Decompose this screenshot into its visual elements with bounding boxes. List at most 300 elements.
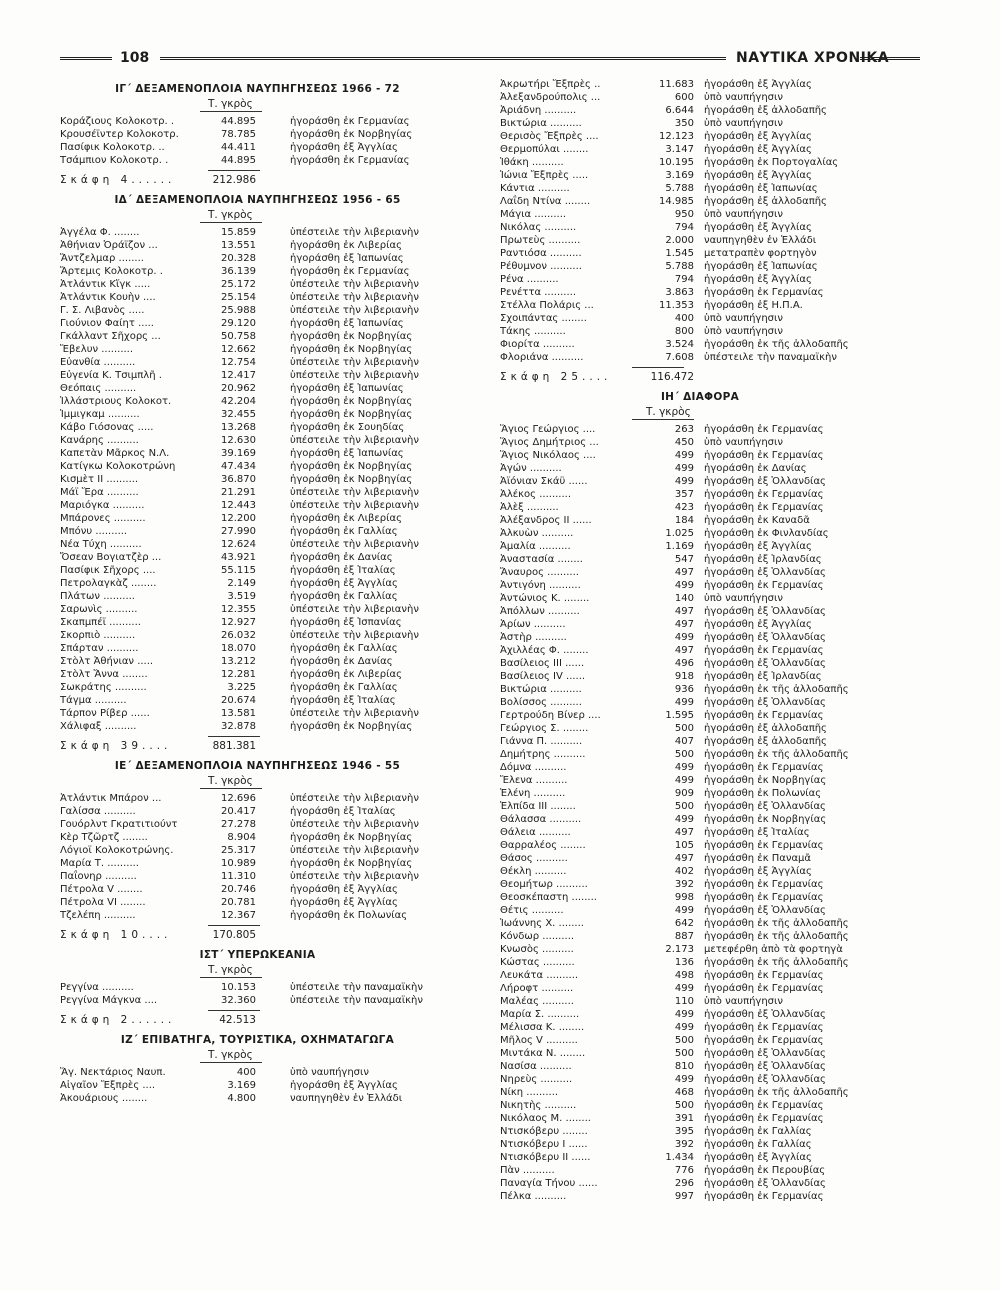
table-row [500, 774, 900, 787]
vessel-name: Ἀγών .......... [500, 463, 562, 474]
gross-tonnage: 140 [674, 593, 694, 604]
total-value: 116.472 [650, 371, 694, 383]
vessel-name: Γκάλλαντ Σῆχορς ... [60, 331, 161, 342]
gross-tonnage: 498 [674, 970, 694, 981]
acquisition-note: ὑπέστειλε τὴν λιβεριανὴν [290, 871, 419, 882]
vessel-name: Ἀλεξανδρούπολις ... [500, 92, 601, 103]
acquisition-note: ἠγοράσθη ἐξ Ἰταλίας [704, 827, 810, 838]
acquisition-note: ἠγοράσθη ἐκ τῆς ἀλλοδαπῆς [704, 339, 849, 350]
table-row [60, 486, 455, 499]
vessel-name: Ρένα .......... [500, 274, 559, 285]
vessel-name: Ρεγγίνα Μάγκνα .... [60, 995, 158, 1006]
gross-tonnage: 497 [674, 567, 694, 578]
acquisition-note: ἠγοράσθη ἐκ Γαλλίας [290, 682, 398, 693]
gross-tonnage: 25.154 [221, 292, 256, 303]
unit-rule [200, 788, 262, 789]
acquisition-note: ὑπέστειλε τὴν λιβεριανὴν [290, 292, 419, 303]
vessel-name: Ἀτλάντικ Κουὴν .... [60, 292, 156, 303]
table-row [60, 551, 455, 564]
gross-tonnage: 909 [674, 788, 694, 799]
gross-tonnage: 499 [674, 1022, 694, 1033]
vessel-name: Νηρεὺς .......... [500, 1074, 573, 1085]
table-row [500, 208, 900, 221]
acquisition-note: ὑπέστειλε τὴν παναμαϊκὴν [290, 982, 423, 993]
table-row [60, 1066, 455, 1079]
gross-tonnage: 600 [674, 92, 694, 103]
unit-rule [632, 419, 694, 420]
gross-tonnage: 10.153 [221, 982, 256, 993]
vessel-name: Κὲρ Τζῶρτζ ........ [60, 832, 148, 843]
total-value: 170.805 [212, 929, 256, 941]
table-row [60, 473, 455, 486]
acquisition-note: ἠγοράσθη ἐκ τῆς ἀλλοδαπῆς [704, 918, 849, 929]
acquisition-note: ἠγοράσθη ἐξ Ἀγγλίας [704, 131, 812, 142]
gross-tonnage: 32.455 [221, 409, 256, 420]
vessel-name: Θερμοπύλαι ........ [500, 144, 589, 155]
gross-tonnage: 450 [674, 437, 694, 448]
table-row [500, 475, 900, 488]
tonnage-unit-label: Τ. γκρὸς [646, 406, 691, 418]
vessel-name: Ρενέττα .......... [500, 287, 577, 298]
header-rule-right [860, 57, 920, 62]
table-row [500, 1190, 900, 1203]
vessel-name: Νικόλας .......... [500, 222, 577, 233]
table-row [60, 844, 455, 857]
vessel-name: Νέα Τύχη .......... [60, 539, 142, 550]
header-rule-left [60, 57, 112, 62]
vessel-name: Πέτρολα V ........ [60, 884, 143, 895]
section-total [500, 370, 900, 385]
gross-tonnage: 497 [674, 827, 694, 838]
section-title: ΙΔ΄ ΔΕΞΑΜΕΝΟΠΛΟΙΑ ΝΑΥΠΗΓΗΣΕΩΣ 1956 - 65 [114, 194, 401, 206]
table-row [500, 787, 900, 800]
acquisition-note: ἠγοράσθη ἐξ Ὁλλανδίας [704, 1178, 826, 1189]
acquisition-note: ἠγοράσθη ἐκ Πορτογαλίας [704, 157, 839, 168]
acquisition-note: ἠγοράσθη ἐκ Παναμᾶ [704, 853, 812, 864]
acquisition-note: ἠγοράσθη ἐκ Γερμανίας [704, 489, 824, 500]
gross-tonnage: 36.870 [221, 474, 256, 485]
gross-tonnage: 13.268 [221, 422, 256, 433]
table-row [500, 930, 900, 943]
gross-tonnage: 20.674 [221, 695, 256, 706]
vessel-name: Φιορίτα .......... [500, 339, 575, 350]
acquisition-note: ἠγοράσθη ἐκ Γερμανίας [704, 1035, 824, 1046]
gross-tonnage: 110 [674, 996, 694, 1007]
acquisition-note: ἠγοράσθη ἐκ Γερμανίας [704, 1022, 824, 1033]
gross-tonnage: 392 [674, 1139, 694, 1150]
vessel-name: Φλοριάνα .......... [500, 352, 584, 363]
vessel-name: Σωκράτης .......... [60, 682, 147, 693]
table-row [60, 291, 455, 304]
gross-tonnage: 499 [674, 814, 694, 825]
acquisition-note: ἠγοράσθη ἐκ τῆς ἀλλοδαπῆς [704, 1087, 849, 1098]
vessel-name: Λευκάτα .......... [500, 970, 579, 981]
acquisition-note: ἠγοράσθη ἐκ Δανίας [704, 463, 807, 474]
gross-tonnage: 10.195 [659, 157, 694, 168]
acquisition-note: ἠγοράσθη ἐκ Νορβηγίας [704, 814, 827, 825]
acquisition-note: ἠγοράσθη ἐκ Δανίας [290, 552, 393, 563]
acquisition-note: ἠγοράσθη ἐκ Νορβηγίας [290, 474, 413, 485]
gross-tonnage: 12.927 [221, 617, 256, 628]
table-row [500, 644, 900, 657]
table-row [500, 657, 900, 670]
page-number: 108 [120, 50, 150, 66]
table-row [60, 818, 455, 831]
acquisition-note: ἠγοράσθη ἐκ Πολωνίας [704, 788, 822, 799]
table-row [500, 286, 900, 299]
gross-tonnage: 13.212 [221, 656, 256, 667]
acquisition-note: ἠγοράσθη ἐκ Γερμανίας [704, 762, 824, 773]
acquisition-note: ἠγοράσθη ἐκ Λιβερίας [290, 240, 402, 251]
vessel-name: Πέλκα .......... [500, 1191, 567, 1202]
vessel-name: Εὐανθία .......... [60, 357, 136, 368]
vessel-name: Ἅγιος Νικόλαος .... [500, 450, 596, 461]
total-rule [208, 170, 260, 171]
acquisition-note: ὑπέστειλε τὴν λιβεριανὴν [290, 708, 419, 719]
table-row [60, 460, 455, 473]
vessel-name: Βασίλειος IV ...... [500, 671, 586, 682]
vessel-name: Τάγμα .......... [60, 695, 127, 706]
table-row [60, 831, 455, 844]
page-header [60, 46, 920, 70]
table-row [60, 857, 455, 870]
table-row [60, 577, 455, 590]
gross-tonnage: 12.696 [221, 793, 256, 804]
gross-tonnage: 29.120 [221, 318, 256, 329]
vessel-name: Θάλασσα .......... [500, 814, 582, 825]
table-row [60, 369, 455, 382]
acquisition-note: ὑπέστειλε τὴν λιβεριανὴν [290, 793, 419, 804]
gross-tonnage: 20.746 [221, 884, 256, 895]
gross-tonnage: 547 [674, 554, 694, 565]
gross-tonnage: 12.200 [221, 513, 256, 524]
acquisition-note: ὑπέστειλε τὴν λιβεριανὴν [290, 604, 419, 615]
vessel-name: Ἀριάδνη .......... [500, 105, 577, 116]
table-row [60, 343, 455, 356]
gross-tonnage: 10.989 [221, 858, 256, 869]
total-label: Σκάφη 4...... [60, 174, 176, 186]
gross-tonnage: 1.169 [665, 541, 694, 552]
vessel-name: Μέλισσα Κ. ........ [500, 1022, 585, 1033]
gross-tonnage: 12.281 [221, 669, 256, 680]
acquisition-note: ἠγοράσθη ἐκ Νορβηγίας [290, 129, 413, 140]
table-row [500, 865, 900, 878]
vessel-name: Πλάτων .......... [60, 591, 135, 602]
vessel-name: Ἐλπίδα ΙΙΙ ........ [500, 801, 576, 812]
gross-tonnage: 3.147 [665, 144, 694, 155]
table-row [60, 629, 455, 642]
gross-tonnage: 392 [674, 879, 694, 890]
vessel-name: Νίκη .......... [500, 1087, 559, 1098]
table-row [500, 1086, 900, 1099]
table-row [60, 1079, 455, 1092]
vessel-name: Γεώργιος Σ. ........ [500, 723, 589, 734]
total-label: Σκάφη 39.... [60, 740, 172, 752]
table-row [500, 566, 900, 579]
vessel-name: Γουόρλντ Γκρατιτιούντ [60, 819, 178, 830]
table-row [60, 141, 455, 154]
acquisition-note: ἠγοράσθη ἐξ Ὁλλανδίας [704, 606, 826, 617]
vessel-name: Ἔβελυν .......... [60, 344, 134, 355]
acquisition-note: ὑπὸ ναυπήγησιν [704, 437, 783, 448]
vessel-name: Ραντιόσα .......... [500, 248, 582, 259]
vessel-name: Ἰλλάστριους Κολοκοτ. [60, 396, 172, 407]
table-row [500, 436, 900, 449]
table-row [60, 590, 455, 603]
vessel-name: Πὰν .......... [500, 1165, 555, 1176]
gross-tonnage: 15.859 [221, 227, 256, 238]
table-row [60, 304, 455, 317]
gross-tonnage: 497 [674, 619, 694, 630]
table-row [500, 995, 900, 1008]
gross-tonnage: 50.758 [221, 331, 256, 342]
vessel-name: Αἰγαῖον Ἔξπρὲς .... [60, 1080, 156, 1091]
acquisition-note: ὑπέστειλε τὴν λιβεριανὴν [290, 539, 419, 550]
table-row [500, 696, 900, 709]
acquisition-note: ἠγοράσθη ἐκ Γαλλίας [290, 526, 398, 537]
vessel-name: Παναγία Τήνου ...... [500, 1178, 598, 1189]
vessel-name: Ἅγιος Δημήτριος ... [500, 437, 599, 448]
gross-tonnage: 400 [674, 313, 694, 324]
vessel-name: Γαλίσσα .......... [60, 806, 136, 817]
gross-tonnage: 12.630 [221, 435, 256, 446]
table-row [60, 154, 455, 167]
acquisition-note: ἠγοράσθη ἐξ Ὁλλανδίας [704, 1061, 826, 1072]
gross-tonnage: 500 [674, 1048, 694, 1059]
gross-tonnage: 3.169 [665, 170, 694, 181]
table-row [60, 356, 455, 369]
table-row [500, 1008, 900, 1021]
gross-tonnage: 12.355 [221, 604, 256, 615]
total-rule [632, 367, 684, 368]
gross-tonnage: 500 [674, 801, 694, 812]
vessel-name: Ἰώνια Ἔξπρὲς ..... [500, 170, 589, 181]
table-row [60, 115, 455, 128]
vessel-name: Σχοιπάντας ........ [500, 313, 587, 324]
table-row [500, 1060, 900, 1073]
table-row [500, 800, 900, 813]
acquisition-note: ἠγοράσθη ἐκ Γερμανίας [290, 116, 410, 127]
table-row [500, 579, 900, 592]
table-row [500, 540, 900, 553]
acquisition-note: ἠγοράσθη ἐξ Ἀγγλίας [290, 1080, 398, 1091]
vessel-name: Κισμὲτ ΙΙ .......... [60, 474, 139, 485]
gross-tonnage: 13.551 [221, 240, 256, 251]
gross-tonnage: 18.070 [221, 643, 256, 654]
table-row [500, 423, 900, 436]
vessel-name: Κάντια .......... [500, 183, 570, 194]
table-row [60, 421, 455, 434]
table-row [500, 891, 900, 904]
vessel-name: Βικτώρια .......... [500, 118, 582, 129]
gross-tonnage: 5.788 [665, 261, 694, 272]
table-row [500, 943, 900, 956]
unit-rule [200, 111, 262, 112]
gross-tonnage: 13.581 [221, 708, 256, 719]
gross-tonnage: 499 [674, 762, 694, 773]
gross-tonnage: 78.785 [221, 129, 256, 140]
acquisition-note: ἠγοράσθη ἐκ Περουβίας [704, 1165, 826, 1176]
table-row [60, 805, 455, 818]
acquisition-note: ἠγοράσθη ἐξ Ἰσπανίας [290, 617, 402, 628]
table-row [60, 870, 455, 883]
table-row [500, 449, 900, 462]
total-value: 212.986 [212, 174, 256, 186]
table-row [500, 351, 900, 364]
gross-tonnage: 136 [674, 957, 694, 968]
vessel-name: Στέλλα Πολάρις ... [500, 300, 594, 311]
unit-rule [200, 222, 262, 223]
vessel-name: Ἀλὲξ .......... [500, 502, 559, 513]
gross-tonnage: 1.025 [665, 528, 694, 539]
acquisition-note: ἠγοράσθη ἐκ Γαλλίας [290, 591, 398, 602]
vessel-name: Μπόνυ .......... [60, 526, 128, 537]
gross-tonnage: 499 [674, 775, 694, 786]
gross-tonnage: 11.310 [221, 871, 256, 882]
vessel-name: Κόνδωρ .......... [500, 931, 575, 942]
acquisition-note: ἠγοράσθη ἐκ Νορβηγίας [290, 396, 413, 407]
gross-tonnage: 800 [674, 326, 694, 337]
table-row [60, 226, 455, 239]
acquisition-note: ὑπέστειλε τὴν λιβεριανὴν [290, 630, 419, 641]
gross-tonnage: 936 [674, 684, 694, 695]
gross-tonnage: 500 [674, 1035, 694, 1046]
table-row [500, 813, 900, 826]
table-row [500, 839, 900, 852]
acquisition-note: ἠγοράσθη ἐξ Ἰαπωνίας [290, 448, 404, 459]
acquisition-note: ἠγοράσθη ἐκ Γερμανίας [290, 155, 410, 166]
table-row [500, 501, 900, 514]
vessel-name: Ἀτλάντικ Κἴγκ ..... [60, 279, 151, 290]
acquisition-note: ναυπηγηθὲν ἐν Ἑλλάδι [290, 1093, 403, 1104]
acquisition-note: ἠγοράσθη ἐξ Ὁλλανδίας [704, 905, 826, 916]
vessel-name: Ἰμμιγκαμ .......... [60, 409, 140, 420]
acquisition-note: ἠγοράσθη ἐκ Νορβηγίας [290, 858, 413, 869]
table-row [60, 447, 455, 460]
acquisition-note: ὑπέστειλε τὴν λιβεριανὴν [290, 227, 419, 238]
table-row [500, 1034, 900, 1047]
table-row [60, 564, 455, 577]
table-row [500, 683, 900, 696]
table-row [500, 1099, 900, 1112]
table-row [500, 195, 900, 208]
vessel-name: Γιάννα Π. .......... [500, 736, 583, 747]
table-row [500, 91, 900, 104]
table-row [500, 117, 900, 130]
tonnage-unit-label: Τ. γκρὸς [208, 209, 253, 221]
vessel-name: Ἀκρωτήρι Ἔξπρὲς .. [500, 79, 601, 90]
gross-tonnage: 3.863 [665, 287, 694, 298]
acquisition-note: ἠγοράσθη ἐκ Γερμανίας [704, 424, 824, 435]
table-row [500, 527, 900, 540]
acquisition-note: ἠγοράσθη ἐκ Νορβηγίας [290, 721, 413, 732]
table-row [500, 182, 900, 195]
gross-tonnage: 499 [674, 580, 694, 591]
vessel-name: Λόγιοϊ Κολοκοτρώνης. [60, 845, 174, 856]
total-label: Σκάφη 10.... [60, 929, 172, 941]
acquisition-note: ἠγοράσθη ἐκ Δανίας [290, 656, 393, 667]
table-row [60, 408, 455, 421]
gross-tonnage: 499 [674, 905, 694, 916]
gross-tonnage: 44.895 [221, 155, 256, 166]
vessel-name: Νικόλαος Μ. ........ [500, 1113, 591, 1124]
acquisition-note: ἠγοράσθη ἐξ Ἀγγλίας [704, 274, 812, 285]
journal-title: ΝΑΥΤΙΚΑ ΧΡΟΝΙΚΑ [736, 50, 890, 66]
unit-rule [200, 977, 262, 978]
table-row [500, 247, 900, 260]
vessel-name: Μάϊ Ἔρα .......... [60, 487, 139, 498]
vessel-name: Ἀγγέλα Φ. ........ [60, 227, 140, 238]
table-row [60, 655, 455, 668]
table-row [500, 956, 900, 969]
vessel-name: Ἀντιγόνη .......... [500, 580, 581, 591]
gross-tonnage: 36.139 [221, 266, 256, 277]
table-row [60, 278, 455, 291]
acquisition-note: ἠγοράσθη ἐξ Ὁλλανδίας [704, 632, 826, 643]
acquisition-note: ἠγοράσθη ἐκ Γερμανίας [704, 983, 824, 994]
table-row [500, 631, 900, 644]
gross-tonnage: 499 [674, 632, 694, 643]
acquisition-note: ἠγοράσθη ἐξ Η.Π.Α. [704, 300, 803, 311]
gross-tonnage: 402 [674, 866, 694, 877]
gross-tonnage: 500 [674, 749, 694, 760]
vessel-name: Μαριόγκα .......... [60, 500, 145, 511]
gross-tonnage: 2.149 [227, 578, 256, 589]
gross-tonnage: 395 [674, 1126, 694, 1137]
gross-tonnage: 497 [674, 606, 694, 617]
table-row [60, 1092, 455, 1105]
gross-tonnage: 3.524 [665, 339, 694, 350]
vessel-name: Κατίγκω Κολοκοτρώνη [60, 461, 176, 472]
acquisition-note: ἠγοράσθη ἐκ Γερμανίας [704, 710, 824, 721]
table-row [500, 156, 900, 169]
table-row [500, 748, 900, 761]
gross-tonnage: 20.781 [221, 897, 256, 908]
vessel-name: Βασίλειος ΙΙΙ ...... [500, 658, 585, 669]
table-row [500, 1073, 900, 1086]
acquisition-note: ἠγοράσθη ἐκ τῆς ἀλλοδαπῆς [704, 931, 849, 942]
vessel-name: Τζελέπη .......... [60, 910, 136, 921]
acquisition-note: ὑπὸ ναυπήγησιν [704, 92, 783, 103]
table-row [60, 909, 455, 922]
vessel-name: Χάλιφαξ .......... [60, 721, 137, 732]
header-rule-middle [160, 57, 726, 62]
gross-tonnage: 4.800 [227, 1093, 256, 1104]
gross-tonnage: 39.169 [221, 448, 256, 459]
table-row [60, 525, 455, 538]
gross-tonnage: 918 [674, 671, 694, 682]
table-row [60, 265, 455, 278]
gross-tonnage: 357 [674, 489, 694, 500]
section-title: ΙΕ΄ ΔΕΞΑΜΕΝΟΠΛΟΙΑ ΝΑΥΠΗΓΗΣΕΩΣ 1946 - 55 [114, 760, 401, 772]
acquisition-note: ὑπέστειλε τὴν παναμαϊκὴν [704, 352, 837, 363]
vessel-name: Μιντάκα Ν. ........ [500, 1048, 586, 1059]
gross-tonnage: 468 [674, 1087, 694, 1098]
vessel-name: Πρωτεὺς .......... [500, 235, 581, 246]
gross-tonnage: 184 [674, 515, 694, 526]
table-row [60, 642, 455, 655]
acquisition-note: ἠγοράσθη ἐξ Ὁλλανδίας [704, 658, 826, 669]
acquisition-note: ἠγοράσθη ἐκ Γερμανίας [704, 1100, 824, 1111]
acquisition-note: ὑπὸ ναυπήγησιν [704, 593, 783, 604]
vessel-name: Μαλέας .......... [500, 996, 574, 1007]
gross-tonnage: 776 [674, 1165, 694, 1176]
table-row [500, 338, 900, 351]
vessel-name: Ἔλενα .......... [500, 775, 568, 786]
gross-tonnage: 12.417 [221, 370, 256, 381]
table-row [60, 603, 455, 616]
table-row [60, 538, 455, 551]
